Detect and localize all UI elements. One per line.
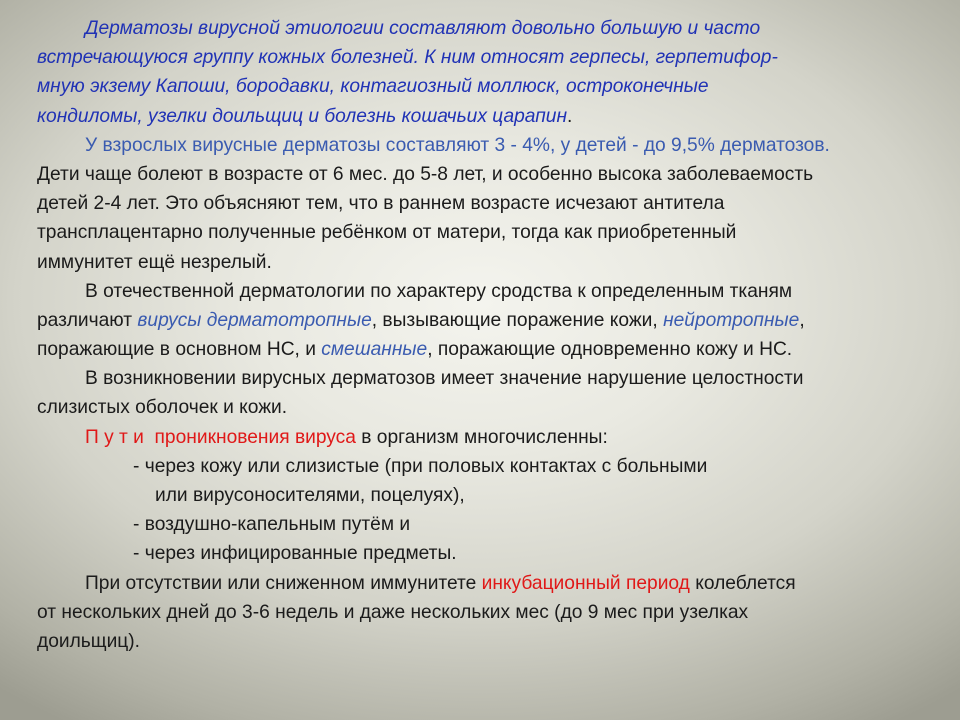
p3-line-3 [37, 335, 932, 364]
p3-line-2-a: различают [37, 309, 138, 331]
p4-line-2: слизистых оболочек и кожи. [37, 397, 288, 419]
p1-line-1: Дерматозы вирусной этиологии составляют довольно большую и часто [85, 18, 761, 39]
p3-line-2-c: , вызывающие поражение кожи, [371, 309, 664, 331]
p1-line-4 [37, 102, 932, 131]
route-item-skin-cont: или вирусоносителями, поцелуях), [155, 485, 465, 506]
p2-line-2: Дети чаще болеют в возрасте от 6 мес. до 5-8 лет, и особенно высока заболеваемость [37, 163, 814, 185]
p1-line-4-text: кондиломы, узелки доильщиц и болезнь кошачьих царапин [37, 105, 568, 127]
route-item-airborne: - воздушно-капельным путём и [133, 514, 411, 536]
p2-line-4: трансплацентарно полученные ребёнком от матери, тогда как приобретенный [37, 222, 737, 244]
p3-line-2 [37, 306, 932, 335]
term-mixed: смешанные [321, 339, 428, 361]
route-item-skin: - через кожу или слизистые (при половых контактах с больными [133, 455, 708, 477]
p2-line-5: иммунитет ещё незрелый. [37, 251, 272, 273]
p2-line-3: детей 2-4 лет. Это объясняют тем, что в раннем возрасте исчезают антитела [37, 193, 725, 215]
p4-line-1: В возникновении вирусных дерматозов имеет значение нарушение целостности [85, 368, 804, 390]
p5-line-1 [37, 423, 932, 452]
routes-of-entry-heading: П у т и проникновения вируса [85, 426, 356, 448]
route-item-objects: - через инфицированные предметы. [133, 543, 457, 565]
term-dermatotropic: вирусы дерматотропные [137, 309, 372, 331]
p1-line-4-period: . [567, 105, 573, 127]
term-incubation-period: инкубационный период [481, 572, 690, 594]
p6-line-3: доильщиц). [37, 630, 140, 652]
p3-line-3-a: поражающие в основном НС, и [37, 339, 322, 361]
p6-line-1-c: колеблется [689, 572, 796, 594]
slide-text [37, 14, 932, 656]
p6-line-1 [37, 569, 932, 598]
p1-line-2: встречающуюся группу кожных болезней. К ним относят герпесы, герпетифор- [37, 47, 778, 69]
p2-line-1: У взрослых вирусные дерматозы составляют 3 - 4%, у детей - до 9,5% дерматозов. [85, 134, 830, 156]
p1-line-3: мную экзему Капоши, бородавки, контагиозный моллюск, остроконечные [37, 76, 709, 98]
p3-line-1: В отечественной дерматологии по характеру сродства к определенным тканям [85, 280, 793, 302]
p6-line-1-a: При отсутствии или сниженном иммунитете [85, 572, 482, 594]
p3-line-2-e: , [799, 309, 805, 331]
term-neurotropic: нейротропные [663, 309, 800, 331]
p6-line-2: от нескольких дней до 3-6 недель и даже нескольких мес (до 9 мес при узелках [37, 601, 749, 623]
p3-line-3-c: , поражающие одновременно кожу и НС. [427, 339, 793, 361]
p5-line-1-b: в организм многочисленны: [355, 426, 608, 448]
